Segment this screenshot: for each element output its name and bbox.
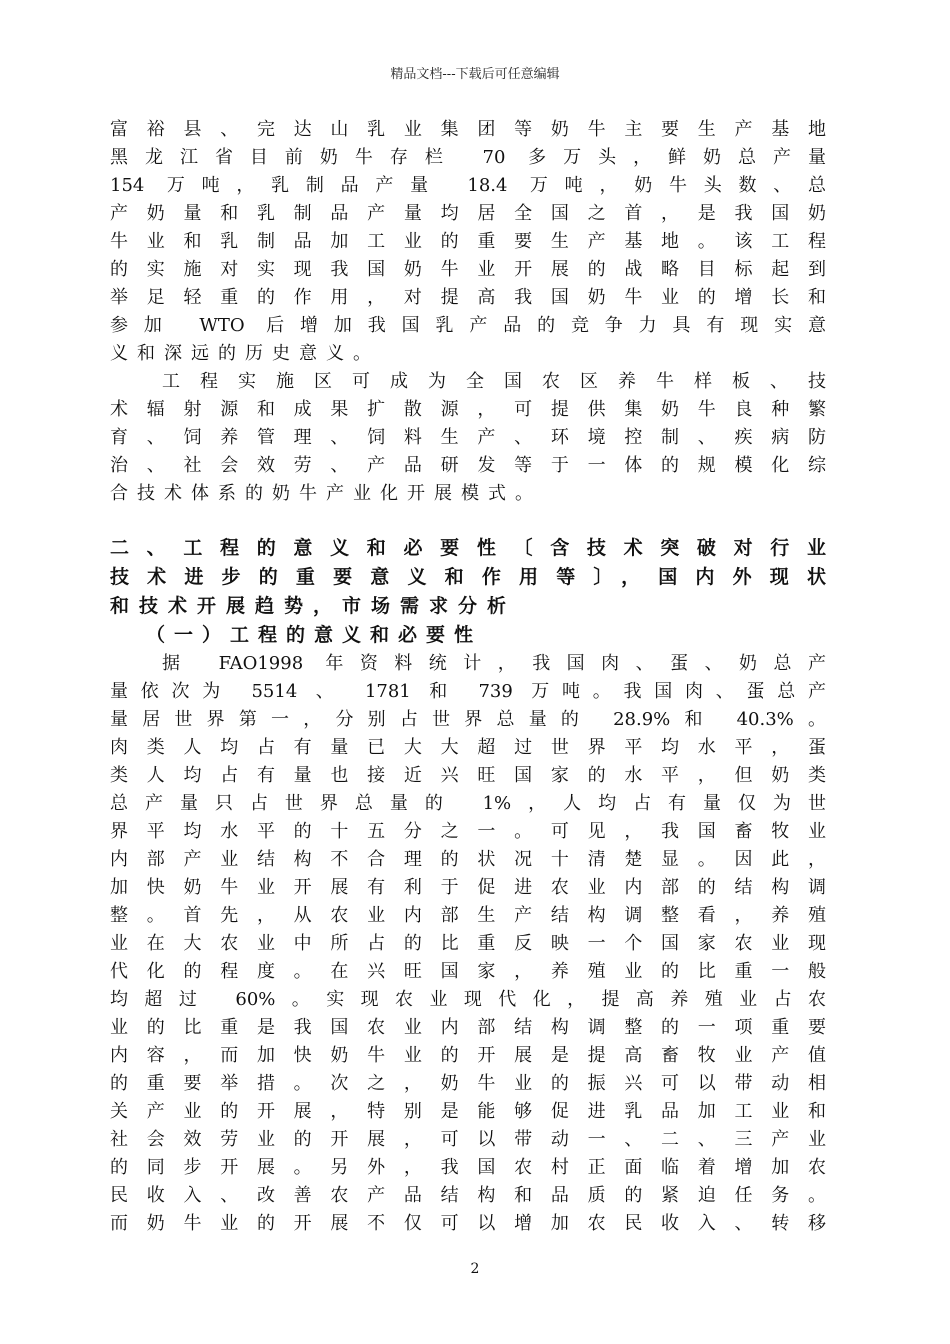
text-line: 154 万吨，乳制品产量 18.4 万吨，奶牛头数、总	[110, 175, 826, 196]
text-line: 黑龙江省目前奶牛存栏 70 多万头，鲜奶总产量	[110, 147, 826, 168]
text-line: 量依次为 5514 、 1781 和 739 万吨。我国肉、蛋总产	[110, 681, 826, 702]
text-line: 富裕县、完达山乳业集团等奶牛主要生产基地	[110, 119, 826, 140]
text-line: 肉类人均占有量已大大超过世界平均水平，蛋	[110, 737, 826, 758]
text-line: 产奶量和乳制品产量均居全国之首，是我国奶	[110, 203, 826, 224]
text-line: 参加 WTO 后增加我国乳产品的竞争力具有现实意	[110, 315, 826, 336]
text-line: 整。首先，从农业内部生产结构调整看，养殖	[110, 905, 826, 926]
text-line: 牛业和乳制品加工业的重要生产基地。该工程	[110, 231, 826, 252]
text-line: 的重要举措。次之，奶牛业的振兴可以带动相	[110, 1073, 826, 1094]
text-line: 治、社会效劳、产品研发等于一体的规模化综	[110, 455, 826, 476]
page-number: 2	[470, 1261, 480, 1277]
text-line: 加快奶牛业开展有利于促进农业内部的结构调	[110, 877, 826, 898]
text-line: 据 FAO1998 年资料统计，我国肉、蛋、奶总产	[162, 653, 826, 674]
text-line: 均超过 60%。实现农业现代化，提高养殖业占农	[110, 989, 826, 1010]
paragraph-1	[110, 116, 826, 368]
text-line: 内容，而加快奶牛业的开展是提高畜牧业产值	[110, 1045, 826, 1066]
section-spacer	[110, 508, 826, 534]
paragraph-2	[110, 368, 826, 508]
text-line: 的实施对实现我国奶牛业开展的战略目标起到	[110, 259, 826, 280]
heading-line: 技术进步的重要意义和作用等〕，国内外现状	[110, 566, 826, 588]
document-body	[110, 116, 826, 1238]
text-line: 民收入、改善农产品结构和品质的紧迫任务。	[110, 1185, 826, 1206]
text-line: 义和深远的历史意义。	[110, 343, 380, 364]
text-line: 的同步开展。另外，我国农村正面临着增加农	[110, 1157, 826, 1178]
text-line: 举足轻重的作用，对提高我国奶牛业的增长和	[110, 287, 826, 308]
subsection-heading: （一）工程的意义和必要性	[146, 624, 483, 646]
text-line: 术辐射源和成果扩散源，可提供集奶牛良种繁	[110, 399, 826, 420]
page-header: 精品文档---下载后可任意编辑	[390, 67, 560, 82]
text-line: 内部产业结构不合理的状况十清楚显。因此，	[110, 849, 826, 870]
text-line: 关产业的开展，特别是能够促进乳品加工业和	[110, 1101, 826, 1122]
text-line: 育、饲养管理、饲料生产、环境控制、疾病防	[110, 427, 826, 448]
text-line: 合技术体系的奶牛产业化开展模式。	[110, 483, 542, 504]
heading-line: 二、工程的意义和必要性〔含技术突破对行业	[110, 537, 826, 559]
text-line: 工程实施区可成为全国农区养牛样板、技	[162, 371, 826, 392]
text-line: 而奶牛业的开展不仅可以增加农民收入、转移	[110, 1213, 826, 1234]
text-line: 界平均水平的十五分之一。可见，我国畜牧业	[110, 821, 826, 842]
text-line: 业的比重是我国农业内部结构调整的一项重要	[110, 1017, 826, 1038]
heading-line: 和技术开展趋势，市场需求分析	[110, 595, 517, 617]
paragraph-3	[110, 650, 826, 1238]
text-line: 类人均占有量也接近兴旺国家的水平，但奶类	[110, 765, 826, 786]
text-line: 代化的程度。在兴旺国家，养殖业的比重一般	[110, 961, 826, 982]
section-heading	[110, 534, 826, 621]
text-line: 量居世界第一，分别占世界总量的 28.9%和 40.3%。	[110, 709, 826, 730]
text-line: 总产量只占世界总量的 1%，人均占有量仅为世	[110, 793, 826, 814]
text-line: 社会效劳业的开展，可以带动一、二、三产业	[110, 1129, 826, 1150]
text-line: 业在大农业中所占的比重反映一个国家农业现	[110, 933, 826, 954]
